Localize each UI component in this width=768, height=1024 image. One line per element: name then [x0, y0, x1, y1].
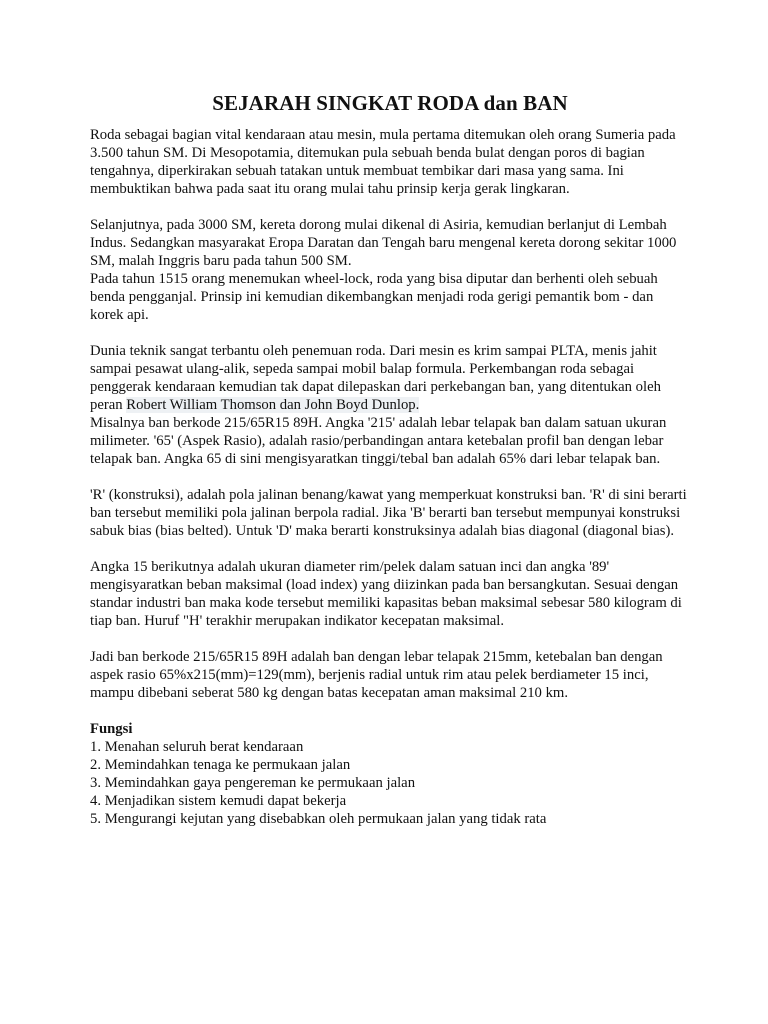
paragraph-dunia-teknik [90, 342, 690, 414]
list-item: 5. Mengurangi kejutan yang disebabkan oleh permukaan jalan yang tidak rata [90, 811, 547, 827]
list-item: 1. Menahan seluruh berat kendaraan [90, 739, 304, 755]
paragraph-kode-ban: Misalnya ban berkode 215/65R15 89H. Angka '215' adalah lebar telapak ban dalam satuan ukuran milimeter. '65' (Aspek Rasio), adalah rasio/perbandingan antara ketebalan profil ban dengan lebar telapak ban. Angka 65 di sini mengisyaratkan tinggi/tebal ban adalah 65% dari lebar telapak ban. [90, 415, 667, 467]
paragraph-gap [90, 540, 690, 558]
paragraph-gap [90, 198, 690, 216]
paragraph-konstruksi: 'R' (konstruksi), adalah pola jalinan benang/kawat yang memperkuat konstruksi ban. 'R' di sini berarti ban tersebut memiliki pola jalinan berpola radial. Jika 'B' berarti ban tersebut mempunyai konstruksi sabuk bias (bias belted). Untuk 'D' maka berarti konstruksinya adalah bias diagonal (diagonal bias). [90, 487, 687, 539]
paragraph-diameter-rim: Angka 15 berikutnya adalah ukuran diameter rim/pelek dalam satuan inci dan angka '89' mengisyaratkan beban maksimal (load index) yang diizinkan pada ban bersangkutan. Sesuai dengan standar industri ban maka kode tersebut memiliki kapasitas beban maksimal sebesar 580 kilogram di tiap ban. Huruf "H' terakhir merupakan indikator kecepatan maksimal. [90, 559, 682, 629]
paragraph-kesimpulan: Jadi ban berkode 215/65R15 89H adalah ban dengan lebar telapak 215mm, ketebalan ban dengan aspek rasio 65%x215(mm)=129(mm), berjenis radial untuk rim atau pelek berdiameter 15 inci, mampu dibebani seberat 580 kg dengan batas kecepatan aman maksimal 210 km. [90, 649, 663, 701]
document-page [90, 90, 690, 828]
paragraph-roda-history: Roda sebagai bagian vital kendaraan atau mesin, mula pertama ditemukan oleh orang Sumeria pada 3.500 tahun SM. Di Mesopotamia, ditemukan pula sebuah benda bulat dengan poros di bagian tengahnya, diperkirakan sebuah tatakan untuk membuat tembikar dari masa yang sama. Ini membuktikan bahwa pada saat itu orang mulai tahu prinsip kerja gerak lingkaran. [90, 127, 676, 197]
paragraph-dunia-teknik-text: Dunia teknik sangat terbantu oleh penemuan roda. Dari mesin es krim sampai PLTA, menis jahit sampai pesawat ulang-alik, sepeda sampai mobil balap formula. Perkembangan roda sebagai penggerak kendaraan kemudian tak dapat dilepaskan dari perkebangan ban, yang ditentukan oleh peran [90, 343, 661, 413]
list-item: 4. Menjadikan sistem kemudi dapat bekerja [90, 793, 347, 809]
paragraph-wheel-lock: Pada tahun 1515 orang menemukan wheel-lock, roda yang bisa diputar dan berhenti oleh sebuah benda pengganjal. Prinsip ini kemudian dikembangkan menjadi roda gerigi pemantik bom - dan korek api. [90, 271, 658, 323]
paragraph-gap [90, 630, 690, 648]
paragraph-gap [90, 324, 690, 342]
paragraph-gap [90, 702, 690, 720]
highlighted-names: Robert William Thomson dan John Boyd Dunlop. [126, 397, 420, 413]
paragraph-gap [90, 468, 690, 486]
paragraph-kereta-dorong: Selanjutnya, pada 3000 SM, kereta dorong mulai dikenal di Asiria, kemudian berlanjut di Lembah Indus. Sedangkan masyarakat Eropa Daratan dan Tengah baru mengenal kereta dorong sekitar 1000 SM, malah Inggris baru pada tahun 500 SM. [90, 217, 677, 269]
list-item: 2. Memindahkan tenaga ke permukaan jalan [90, 757, 351, 773]
fungsi-heading: Fungsi [90, 721, 133, 737]
list-item: 3. Memindahkan gaya pengereman ke permukaan jalan [90, 775, 416, 791]
fungsi-list [90, 738, 690, 828]
document-title: SEJARAH SINGKAT RODA dan BAN [212, 91, 568, 115]
